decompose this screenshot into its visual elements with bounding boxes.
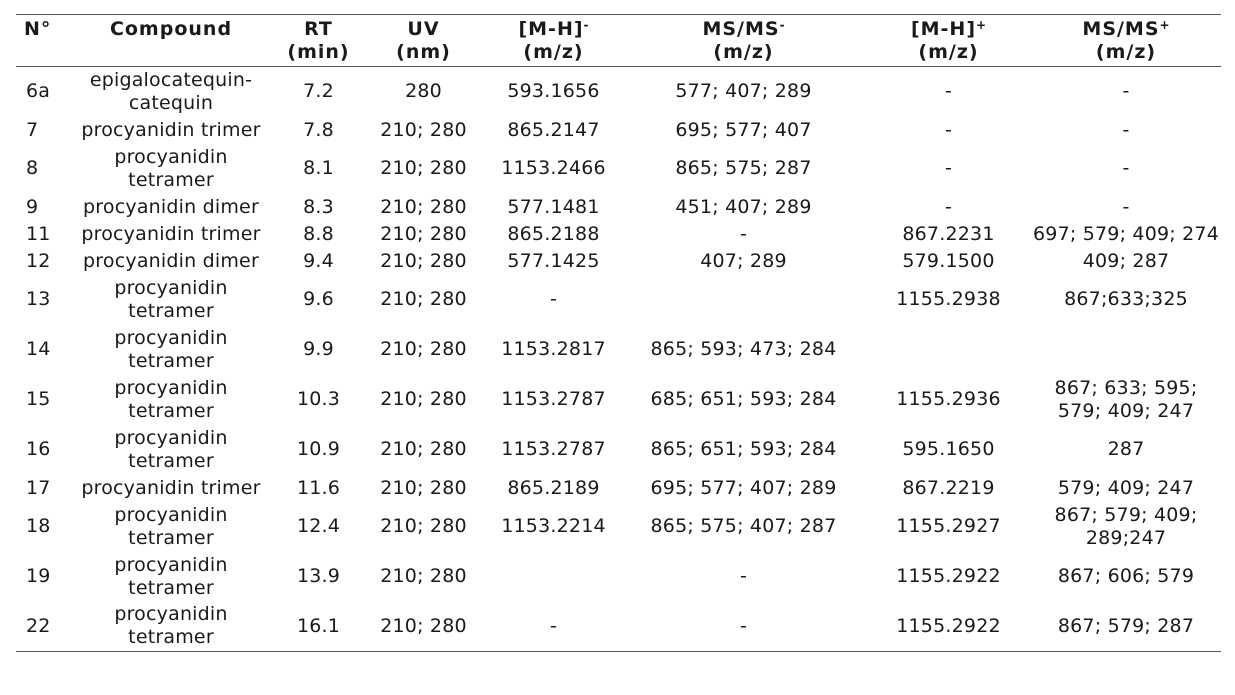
cell-mh-neg xyxy=(486,552,621,602)
cell-msms-pos: 697; 579; 409; 274 xyxy=(1033,222,1219,245)
cell-no: 12 xyxy=(26,249,51,272)
table-header xyxy=(16,15,1221,67)
cell-compound: procyanidin dimer xyxy=(83,195,259,218)
header-no xyxy=(16,15,66,67)
cell-msms-neg: - xyxy=(739,614,748,637)
cell-msms-pos xyxy=(1031,325,1221,375)
cell-rt: 13.9 xyxy=(296,565,341,587)
cell-uv: 210; 280 xyxy=(380,157,467,179)
cell-no: 17 xyxy=(26,476,51,499)
cell-no: 18 xyxy=(26,515,51,537)
cell-compound: procyanidin dimer xyxy=(83,249,259,272)
table-body xyxy=(16,67,1221,652)
cell-mh-pos: 867.2231 xyxy=(902,222,995,245)
cell-no: 13 xyxy=(26,288,51,310)
cell-msms-neg: - xyxy=(739,222,748,245)
cell-mh-neg: - xyxy=(549,614,558,637)
header-compound-label: Compound xyxy=(109,18,233,40)
table-row xyxy=(16,117,1221,144)
header-rt-label: RT xyxy=(304,18,333,40)
header-mh-neg xyxy=(486,15,621,67)
header-msms-pos-superscript: + xyxy=(1159,18,1170,32)
cell-msms-neg: 685; 651; 593; 284 xyxy=(650,388,837,410)
cell-mh-pos: 1155.2936 xyxy=(896,388,1001,410)
cell-rt: 16.1 xyxy=(296,614,341,637)
cell-rt: 8.3 xyxy=(303,195,334,218)
cell-msms-neg: 407; 289 xyxy=(700,249,787,272)
cell-mh-neg: 577.1481 xyxy=(507,195,600,218)
cell-mh-pos: - xyxy=(944,157,953,179)
table-row xyxy=(16,552,1221,602)
cell-compound: procyanidin trimer xyxy=(81,222,261,245)
cell-uv: 210; 280 xyxy=(380,515,467,537)
cell-mh-pos: 1155.2922 xyxy=(896,565,1001,587)
cell-uv: 210; 280 xyxy=(380,222,467,245)
header-mh-pos xyxy=(866,15,1031,67)
cell-compound: procyanidin trimer xyxy=(81,118,261,141)
cell-rt: 9.4 xyxy=(303,249,334,272)
cell-mh-pos: 579.1500 xyxy=(902,249,995,272)
cell-compound: epigalocatequin- catequin xyxy=(89,68,253,114)
cell-mh-pos: - xyxy=(944,80,953,103)
cell-uv: 210; 280 xyxy=(380,195,467,218)
cell-uv: 210; 280 xyxy=(380,565,467,587)
cell-msms-pos: 579; 409; 247 xyxy=(1057,476,1195,499)
header-mh-neg-unit: (m/z) xyxy=(523,41,584,63)
cell-msms-neg: 451; 407; 289 xyxy=(675,195,812,218)
cell-no: 8 xyxy=(26,157,39,179)
cell-msms-neg: - xyxy=(739,565,748,587)
header-rt xyxy=(276,15,361,67)
cell-mh-pos: 1155.2927 xyxy=(896,515,1001,537)
cell-no: 7 xyxy=(26,118,39,141)
table-row xyxy=(16,194,1221,221)
cell-compound: procyanidin tetramer xyxy=(114,503,228,549)
header-uv-label: UV xyxy=(407,18,440,40)
table-row xyxy=(16,475,1221,502)
cell-rt: 11.6 xyxy=(296,476,341,499)
header-msms-pos xyxy=(1031,15,1221,67)
cell-msms-neg: 695; 577; 407 xyxy=(675,118,812,141)
cell-msms-neg xyxy=(621,275,866,325)
cell-no: 16 xyxy=(26,438,51,460)
table-row xyxy=(16,248,1221,275)
header-mh-neg-superscript: - xyxy=(583,18,589,32)
table-row xyxy=(16,144,1221,194)
cell-uv: 210; 280 xyxy=(380,338,467,360)
cell-msms-pos: 287 xyxy=(1107,438,1145,460)
cell-mh-neg: 865.2189 xyxy=(507,476,600,499)
cell-mh-neg: 865.2147 xyxy=(507,118,600,141)
cell-msms-neg: 865; 575; 287 xyxy=(675,157,812,179)
header-uv xyxy=(361,15,486,67)
header-mh-neg-label: [M-H] xyxy=(518,18,584,40)
cell-rt: 9.6 xyxy=(303,288,334,310)
header-msms-neg-unit: (m/z) xyxy=(713,41,774,63)
cell-mh-neg: 1153.2787 xyxy=(501,438,606,460)
data-table-container xyxy=(16,14,1221,652)
cell-mh-pos: - xyxy=(944,118,953,141)
table-row xyxy=(16,502,1221,552)
cell-uv: 210; 280 xyxy=(380,118,467,141)
cell-uv: 210; 280 xyxy=(380,438,467,460)
cell-msms-neg: 865; 575; 407; 287 xyxy=(650,515,837,537)
cell-compound: procyanidin tetramer xyxy=(114,145,228,191)
cell-uv: 210; 280 xyxy=(380,288,467,310)
cell-rt: 8.1 xyxy=(303,157,334,179)
cell-mh-pos: 1155.2922 xyxy=(896,614,1001,637)
cell-rt: 7.8 xyxy=(303,118,334,141)
table-row xyxy=(16,221,1221,248)
cell-mh-neg: - xyxy=(549,288,558,310)
cell-mh-neg: 1153.2214 xyxy=(501,515,606,537)
cell-no: 19 xyxy=(26,565,51,587)
cell-msms-pos: - xyxy=(1122,80,1130,103)
header-uv-unit: (nm) xyxy=(396,41,451,63)
cell-no: 9 xyxy=(26,195,39,218)
header-mh-pos-unit: (m/z) xyxy=(918,41,979,63)
table-row xyxy=(16,325,1221,375)
cell-mh-pos: 867.2219 xyxy=(902,476,995,499)
header-msms-neg-label: MS/MS xyxy=(702,18,780,40)
table-row xyxy=(16,602,1221,652)
header-msms-neg xyxy=(621,15,866,67)
cell-rt: 10.3 xyxy=(296,388,341,410)
cell-mh-pos: 1155.2938 xyxy=(896,288,1001,310)
cell-mh-neg: 865.2188 xyxy=(507,222,600,245)
cell-msms-pos: 409; 287 xyxy=(1082,249,1170,272)
table-row xyxy=(16,67,1221,117)
header-msms-pos-unit: (m/z) xyxy=(1095,41,1157,63)
cell-compound: procyanidin tetramer xyxy=(114,326,228,372)
cell-no: 22 xyxy=(26,614,51,637)
cell-mh-neg: 593.1656 xyxy=(507,80,600,103)
cell-msms-pos: 867; 579; 287 xyxy=(1057,614,1195,637)
cell-mh-pos: - xyxy=(944,195,953,218)
header-row xyxy=(16,15,1221,67)
cell-mh-neg: 1153.2466 xyxy=(501,157,606,179)
cell-compound: procyanidin tetramer xyxy=(114,376,228,422)
cell-rt: 10.9 xyxy=(296,438,341,460)
cell-msms-pos: 867; 579; 409; 289;247 xyxy=(1054,503,1198,549)
table-row xyxy=(16,425,1221,475)
cell-compound: procyanidin tetramer xyxy=(114,553,228,599)
cell-msms-neg: 695; 577; 407; 289 xyxy=(650,476,837,499)
cell-msms-pos: - xyxy=(1122,118,1130,141)
cell-uv: 210; 280 xyxy=(380,388,467,410)
header-mh-pos-label: [M-H] xyxy=(910,18,976,40)
cell-compound: procyanidin tetramer xyxy=(114,276,228,322)
cell-uv: 210; 280 xyxy=(380,249,467,272)
cell-msms-neg: 577; 407; 289 xyxy=(675,80,812,103)
cell-compound: procyanidin tetramer xyxy=(114,426,228,472)
cell-uv: 280 xyxy=(405,80,442,103)
header-rt-unit: (min) xyxy=(287,41,350,63)
cell-no: 11 xyxy=(26,222,51,245)
header-no-label: N° xyxy=(24,18,52,40)
cell-no: 14 xyxy=(26,338,51,360)
cell-rt: 7.2 xyxy=(303,80,334,103)
cell-mh-neg: 577.1425 xyxy=(507,249,600,272)
cell-msms-pos: 867;633;325 xyxy=(1064,288,1188,310)
cell-msms-neg: 865; 651; 593; 284 xyxy=(650,438,837,460)
header-compound xyxy=(66,15,276,67)
cell-rt: 8.8 xyxy=(303,222,334,245)
cell-mh-neg: 1153.2787 xyxy=(501,388,606,410)
cell-msms-pos: 867; 633; 595; 579; 409; 247 xyxy=(1054,376,1198,422)
cell-uv: 210; 280 xyxy=(380,614,467,637)
cell-no: 15 xyxy=(26,388,51,410)
table-row xyxy=(16,275,1221,325)
cell-mh-pos xyxy=(866,325,1031,375)
cell-msms-neg: 865; 593; 473; 284 xyxy=(650,338,837,360)
cell-compound: procyanidin tetramer xyxy=(114,603,228,649)
header-msms-neg-superscript: - xyxy=(779,18,785,32)
header-msms-pos-label: MS/MS xyxy=(1082,18,1160,40)
cell-rt: 12.4 xyxy=(296,515,341,537)
cell-no: 6a xyxy=(26,80,51,103)
cell-msms-pos: - xyxy=(1122,195,1130,218)
cell-msms-pos: - xyxy=(1122,157,1130,179)
cell-uv: 210; 280 xyxy=(380,476,467,499)
compound-table xyxy=(16,14,1221,652)
table-row xyxy=(16,375,1221,425)
cell-rt: 9.9 xyxy=(303,338,334,360)
cell-compound: procyanidin trimer xyxy=(81,476,261,499)
cell-msms-pos: 867; 606; 579 xyxy=(1057,565,1195,587)
cell-mh-pos: 595.1650 xyxy=(902,438,995,460)
cell-mh-neg: 1153.2817 xyxy=(501,338,606,360)
header-mh-pos-superscript: + xyxy=(976,18,987,32)
